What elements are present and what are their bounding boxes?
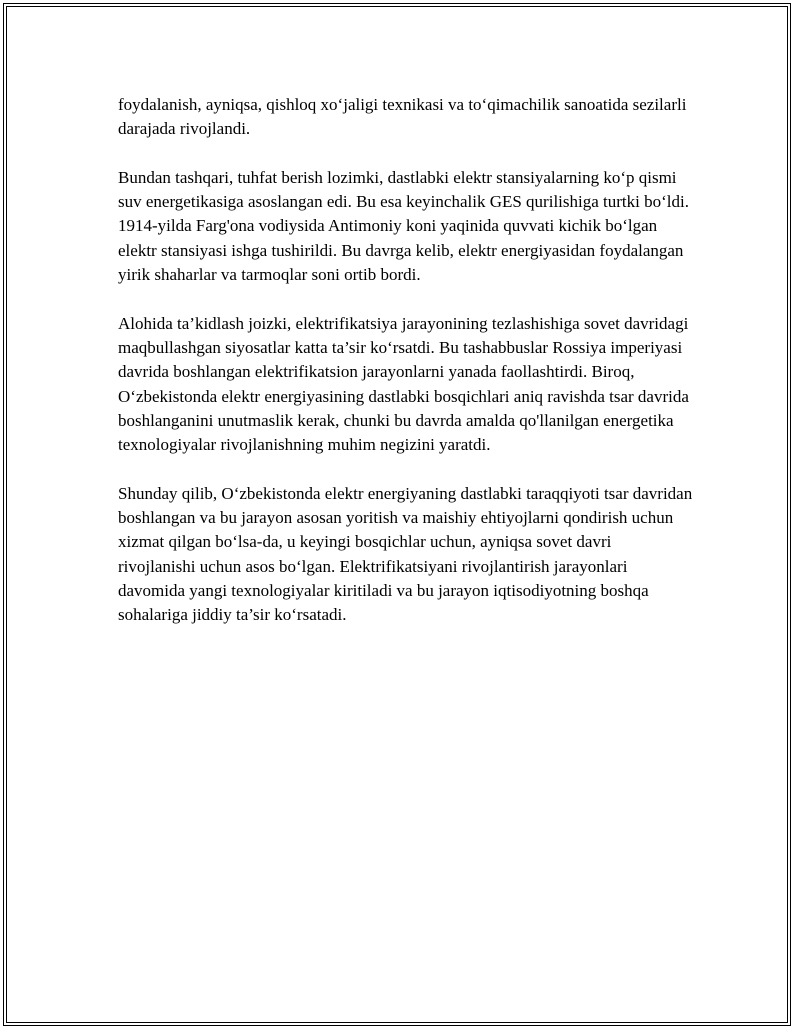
- paragraph-4: Shunday qilib, Oʻzbekistonda elektr energiyaning dastlabki taraqqiyoti tsar davridan boshlangan va bu jarayon asosan yoritish va maishiy ehtiyojlarni qondirish uchun xizmat qilgan boʻlsa-da, u keyingi bosqichlar uchun, ayniqsa sovet davri rivojlanishi uchun asos boʻlgan. Elektrifikatsiyani rivojlantirish jarayonlari davomida yangi texnologiyalar kiritiladi va bu jarayon iqtisodiyotning boshqa sohalariga jiddiy ta’sir koʻrsatadi.: [118, 483, 693, 625]
- paragraph-1: foydalanish, ayniqsa, qishloq xoʻjaligi texnikasi va toʻqimachilik sanoatida sezilarli darajada rivojlandi.: [118, 95, 687, 139]
- document-body: [118, 93, 693, 652]
- paragraph-2: Bundan tashqari, tuhfat berish lozimki, dastlabki elektr stansiyalarning koʻp qismi suv energetikasiga asoslangan edi. Bu esa keyinchalik GES qurilishiga turtki boʻldi. 1914-yilda Farg'ona vodiysida Antimoniy koni yaqinida quvvati kichik boʻlgan elektr stansiyasi ishga tushirildi. Bu davrga kelib, elektr energiyasidan foydalangan yirik shaharlar va tarmoqlar soni ortib bordi.: [118, 167, 689, 285]
- paragraph-3: Alohida ta’kidlash joizki, elektrifikatsiya jarayonining tezlashishiga sovet davridagi maqbullashgan siyosatlar katta ta’sir koʻrsatdi. Bu tashabbuslar Rossiya imperiyasi davrida boshlangan elektrifikatsion jarayonlarni yanada faollashtirdi. Biroq, Oʻzbekistonda elektr energiyasining dastlabki bosqichlari aniq ravishda tsar davrida boshlanganini unutmaslik kerak, chunki bu davrda amalda qo'llanilgan energetika texnologiyalar rivojlanishning muhim negizini yaratdi.: [118, 313, 689, 455]
